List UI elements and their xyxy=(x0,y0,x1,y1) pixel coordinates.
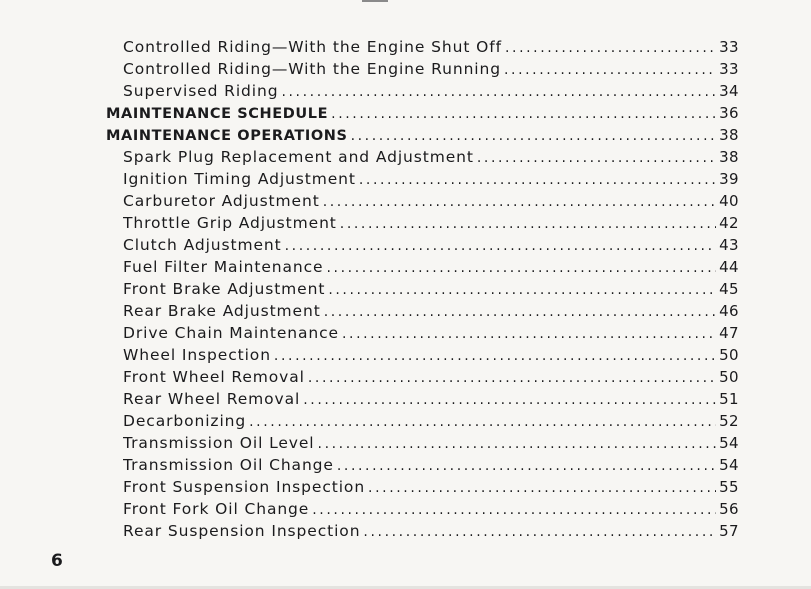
toc-entry-title: Throttle Grip Adjustment xyxy=(123,214,337,232)
toc-entry xyxy=(123,522,739,544)
toc-dot-leader xyxy=(505,40,716,56)
toc-entry xyxy=(123,456,739,478)
toc-entry xyxy=(123,82,739,104)
toc-entry-page: 34 xyxy=(719,82,739,100)
toc-dot-leader xyxy=(340,216,716,232)
toc-entry-title: Rear Wheel Removal xyxy=(123,390,301,408)
toc-entry xyxy=(123,258,739,280)
toc-entry xyxy=(123,368,739,390)
toc-entry-page: 56 xyxy=(719,500,739,518)
toc-dot-leader xyxy=(308,370,716,386)
toc-entry-page: 36 xyxy=(719,104,739,122)
toc-section-heading xyxy=(106,104,739,126)
toc-entry-page: 54 xyxy=(719,456,739,474)
toc-entry-title: Clutch Adjustment xyxy=(123,236,282,254)
top-edge-mark xyxy=(362,0,388,2)
toc-entry-page: 51 xyxy=(719,390,739,408)
toc-entry xyxy=(123,170,739,192)
toc-entry-page: 39 xyxy=(719,170,739,188)
toc-entry xyxy=(123,38,739,60)
toc-dot-leader xyxy=(285,238,717,254)
toc-dot-leader xyxy=(363,524,716,540)
toc-entry-page: 52 xyxy=(719,412,739,430)
toc-dot-leader xyxy=(303,392,716,408)
toc-entry xyxy=(123,412,739,434)
toc-dot-leader xyxy=(477,150,716,166)
toc-entry-page: 55 xyxy=(719,478,739,496)
toc-entry-page: 33 xyxy=(719,38,739,56)
toc-entry-title: Decarbonizing xyxy=(123,412,247,430)
toc-entry xyxy=(123,236,739,258)
toc-entry xyxy=(123,148,739,170)
toc-entry-title: Controlled Riding—With the Engine Shut Off xyxy=(123,38,502,56)
toc-entry-title: Spark Plug Replacement and Adjustment xyxy=(123,148,474,166)
toc-entry-page: 44 xyxy=(719,258,739,276)
toc-entry-page: 40 xyxy=(719,192,739,210)
toc-dot-leader xyxy=(331,106,716,122)
toc-entry-title: Wheel Inspection xyxy=(123,346,271,364)
toc-entry-title: Rear Suspension Inspection xyxy=(123,522,361,540)
toc-dot-leader xyxy=(324,304,716,320)
toc-entry-page: 43 xyxy=(719,236,739,254)
toc-entry-title: Supervised Riding xyxy=(123,82,279,100)
toc-section-title: MAINTENANCE OPERATIONS xyxy=(106,128,348,144)
toc-entry-page: 42 xyxy=(719,214,739,232)
toc-dot-leader xyxy=(312,502,716,518)
toc-section-heading xyxy=(106,126,739,148)
toc-entry xyxy=(123,60,739,82)
toc-dot-leader xyxy=(328,282,716,298)
toc-dot-leader xyxy=(281,84,716,100)
toc-entry-title: Ignition Timing Adjustment xyxy=(123,170,356,188)
toc-entry xyxy=(123,346,739,368)
toc-dot-leader xyxy=(359,172,716,188)
toc-dot-leader xyxy=(323,194,716,210)
toc-entry-page: 57 xyxy=(719,522,739,540)
toc-entry-title: Rear Brake Adjustment xyxy=(123,302,321,320)
toc-entry-title: Front Brake Adjustment xyxy=(123,280,326,298)
page-number: 6 xyxy=(51,551,63,571)
toc-entry-page: 45 xyxy=(719,280,739,298)
toc-entry-page: 47 xyxy=(719,324,739,342)
toc-entry-title: Controlled Riding—With the Engine Running xyxy=(123,60,501,78)
toc-dot-leader xyxy=(337,458,716,474)
toc-dot-leader xyxy=(351,128,717,144)
toc-entry-title: Front Suspension Inspection xyxy=(123,478,366,496)
toc-entry-page: 33 xyxy=(719,60,739,78)
toc-entry xyxy=(123,390,739,412)
toc-entry-page: 38 xyxy=(719,126,739,144)
toc-dot-leader xyxy=(249,414,716,430)
toc-dot-leader xyxy=(274,348,716,364)
toc-entry-page: 38 xyxy=(719,148,739,166)
toc-dot-leader xyxy=(318,436,717,452)
toc-dot-leader xyxy=(342,326,716,342)
toc-entry-title: Front Fork Oil Change xyxy=(123,500,310,518)
toc-entry-page: 54 xyxy=(719,434,739,452)
toc-entry-title: Transmission Oil Change xyxy=(123,456,334,474)
toc-dot-leader xyxy=(504,62,716,78)
toc-entry-title: Transmission Oil Level xyxy=(123,434,315,452)
toc-entry xyxy=(123,478,739,500)
toc-section-title: MAINTENANCE SCHEDULE xyxy=(106,106,329,122)
toc-entry xyxy=(123,214,739,236)
toc-entry xyxy=(123,434,739,456)
toc-entry xyxy=(123,280,739,302)
toc-entry-title: Drive Chain Maintenance xyxy=(123,324,339,342)
toc-entry-page: 50 xyxy=(719,368,739,386)
toc-entry-title: Carburetor Adjustment xyxy=(123,192,320,210)
toc-entry-title: Front Wheel Removal xyxy=(123,368,305,386)
toc-dot-leader xyxy=(327,260,717,276)
toc-entry-page: 46 xyxy=(719,302,739,320)
toc-entry xyxy=(123,324,739,346)
toc-entry xyxy=(123,500,739,522)
toc-dot-leader xyxy=(368,480,716,496)
toc-entry-page: 50 xyxy=(719,346,739,364)
toc-entry xyxy=(123,302,739,324)
toc-entry-title: Fuel Filter Maintenance xyxy=(123,258,324,276)
toc-entry xyxy=(123,192,739,214)
